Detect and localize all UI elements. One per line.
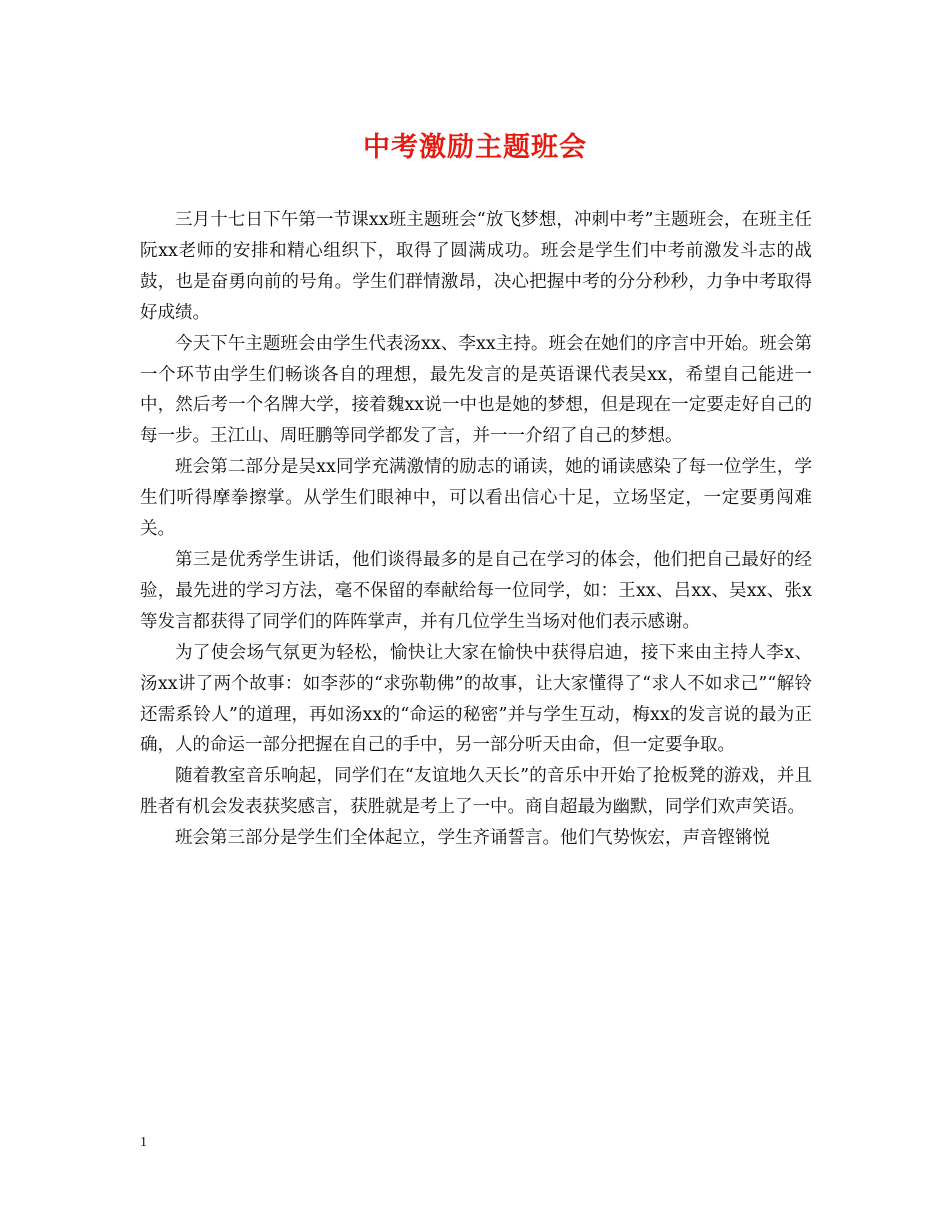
document-body: [140, 205, 812, 854]
paragraph: 三月十七日下午第一节课xx班主题班会“放飞梦想，冲刺中考”主题班会，在班主任阮xx老师的安排和精心组织下，取得了圆满成功。班会是学生们中考前激发斗志的战鼓，也是奋勇向前的号角。学生们群情激昂，决心把握中考的分分秒秒，力争中考取得好成绩。: [140, 210, 812, 323]
paragraph: 班会第三部分是学生们全体起立，学生齐诵誓言。他们气势恢宏，声音铿锵悦: [175, 828, 770, 849]
paragraph: 随着教室音乐响起，同学们在“友谊地久天长”的音乐中开始了抢板凳的游戏，并且胜者有机会发表获奖感言，获胜就是考上了一中。商自超最为幽默，同学们欢声笑语。: [140, 766, 812, 818]
document-title: 中考激励主题班会: [363, 132, 587, 163]
paragraph: 为了使会场气氛更为轻松，愉快让大家在愉快中获得启迪，接下来由主持人李x、汤xx讲了两个故事：如李莎的“求弥勒佛”的故事，让大家懂得了“求人不如求己”“解铃还需系铃人”的道理，再如汤xx的“命运的秘密”并与学生互动，梅xx的发言说的最为正确，人的命运一部分把握在自己的手中，另一部分听天由命，但一定要争取。: [140, 642, 812, 756]
paragraph: 班会第二部分是吴xx同学充满激情的励志的诵读，她的诵读感染了每一位学生，学生们听得摩拳擦掌。从学生们眼神中，可以看出信心十足，立场坚定，一定要勇闯难关。: [140, 457, 812, 540]
paragraph: 今天下午主题班会由学生代表汤xx、李xx主持。班会在她们的序言中开始。班会第一个环节由学生们畅谈各自的理想，最先发言的是英语课代表吴xx，希望自己能进一中，然后考一个名牌大学，接着魏xx说一中也是她的梦想，但是现在一定要走好自己的每一步。王江山、周旺鹏等同学都发了言，并一一介绍了自己的梦想。: [140, 333, 812, 447]
paragraph: 第三是优秀学生讲话，他们谈得最多的是自己在学习的体会，他们把自己最好的经验，最先进的学习方法，毫不保留的奉献给每一位同学，如：王xx、吕xx、吴xx、张x等发言都获得了同学们的阵阵掌声，并有几位学生当场对他们表示感谢。: [140, 549, 812, 632]
page-number: 1: [140, 1135, 147, 1150]
